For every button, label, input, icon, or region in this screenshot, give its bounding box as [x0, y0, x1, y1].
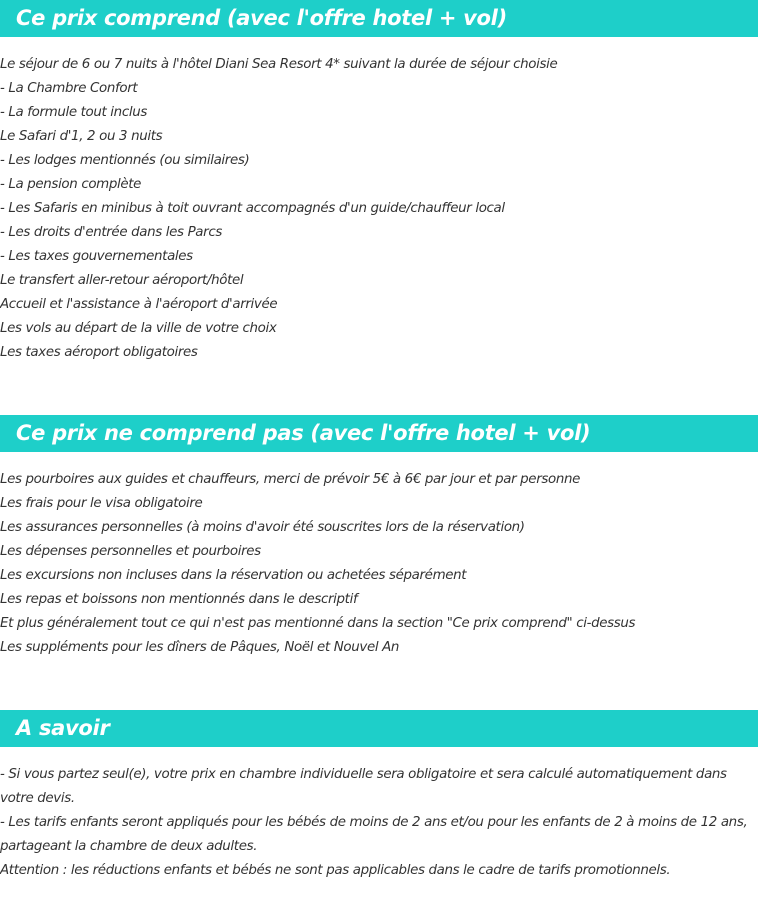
- list-item: Le séjour de 6 ou 7 nuits à l'hôtel Diani Sea Resort 4* suivant la durée de séjour choisie: [0, 57, 558, 72]
- price-excludes-list: [0, 468, 758, 660]
- list-item: Et plus généralement tout ce qui n'est pas mentionné dans la section "Ce prix comprend" ci-dessus: [0, 616, 636, 631]
- list-item: - Les lodges mentionnés (ou similaires): [0, 153, 250, 168]
- list-item: - La Chambre Confort: [0, 81, 138, 96]
- list-item: Les frais pour le visa obligatoire: [0, 496, 203, 511]
- list-item: Les excursions non incluses dans la réservation ou achetées séparément: [0, 568, 467, 583]
- list-item: Les repas et boissons non mentionnés dans le descriptif: [0, 592, 358, 607]
- list-item: Les suppléments pour les dîners de Pâques, Noël et Nouvel An: [0, 640, 400, 655]
- list-item: Les assurances personnelles (à moins d'avoir été souscrites lors de la réservation): [0, 520, 525, 535]
- good-to-know-list: [0, 763, 758, 883]
- price-includes-list: [0, 53, 758, 365]
- list-item: - Les droits d'entrée dans les Parcs: [0, 225, 222, 240]
- section-title-good-to-know: A savoir: [0, 710, 758, 747]
- list-item: Accueil et l'assistance à l'aéroport d'arrivée: [0, 297, 278, 312]
- list-item: - Les Safaris en minibus à toit ouvrant accompagnés d'un guide/chauffeur local: [0, 201, 505, 216]
- list-item: - Les tarifs enfants seront appliqués pour les bébés de moins de 2 ans et/ou pour les enfants de 2 à moins de 12 ans, partageant la chambre de deux adultes.: [0, 815, 748, 854]
- list-item: Les vols au départ de la ville de votre choix: [0, 321, 277, 336]
- list-item: Le transfert aller-retour aéroport/hôtel: [0, 273, 244, 288]
- list-item: Attention : les réductions enfants et bébés ne sont pas applicables dans le cadre de tarifs promotionnels.: [0, 863, 671, 878]
- list-item: Les taxes aéroport obligatoires: [0, 345, 198, 360]
- list-item: - Si vous partez seul(e), votre prix en chambre individuelle sera obligatoire et sera calculé automatiquement dans votre devis.: [0, 767, 727, 806]
- list-item: - La pension complète: [0, 177, 142, 192]
- section-title-price-includes: Ce prix comprend (avec l'offre hotel + vol): [0, 0, 758, 37]
- list-item: - Les taxes gouvernementales: [0, 249, 193, 264]
- list-item: Les dépenses personnelles et pourboires: [0, 544, 261, 559]
- list-item: Le Safari d'1, 2 ou 3 nuits: [0, 129, 163, 144]
- section-title-price-excludes: Ce prix ne comprend pas (avec l'offre hotel + vol): [0, 415, 758, 452]
- list-item: Les pourboires aux guides et chauffeurs, merci de prévoir 5€ à 6€ par jour et par personne: [0, 472, 580, 487]
- list-item: - La formule tout inclus: [0, 105, 147, 120]
